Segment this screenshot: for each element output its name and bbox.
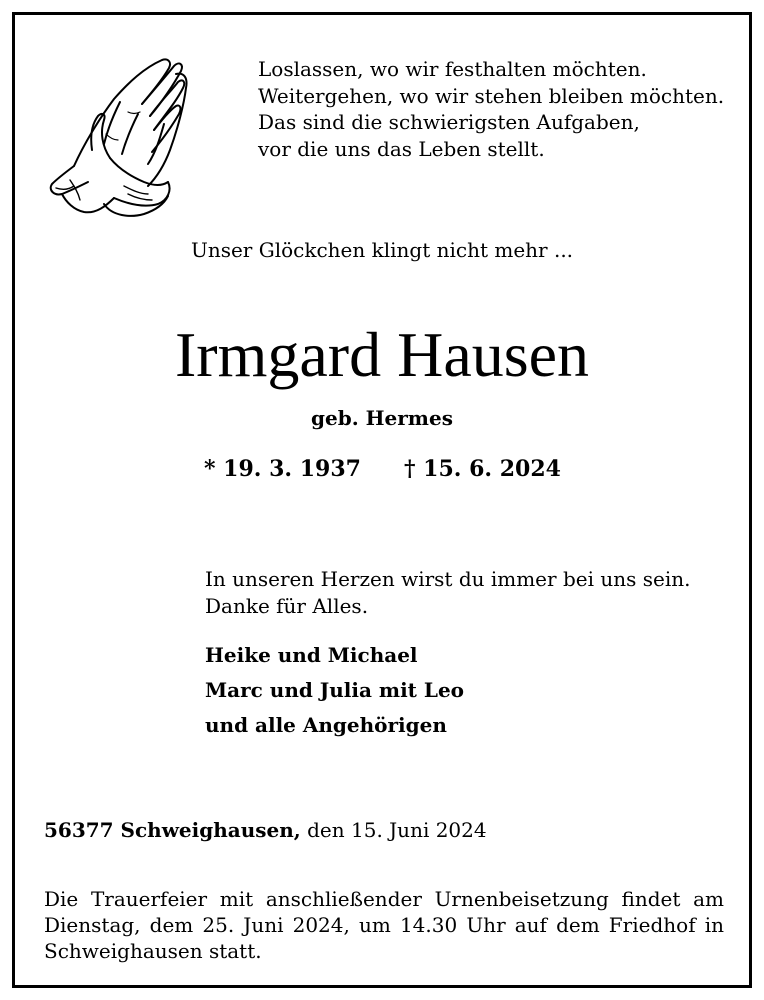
message-line: Danke für Alles. [205, 594, 369, 618]
birth-name: geb. Hermes [311, 406, 453, 430]
place-and-date [44, 818, 487, 842]
deceased-name: Irmgard Hausen [174, 319, 590, 390]
mourner-entry: Heike und Michael [205, 643, 418, 667]
praying-hands-icon [44, 54, 194, 219]
funeral-notice: Die Trauerfeier mit anschließender Urnenbeisetzung findet am Dienstag, dem 25. Juni 2024, um 14.30 Uhr auf dem Friedhof in Schweighausen statt. [44, 887, 724, 963]
mourners-list [205, 638, 464, 743]
death-date: † 15. 6. 2024 [404, 456, 561, 482]
place-location: 56377 Schweighausen, [44, 818, 301, 842]
birth-date: * 19. 3. 1937 [204, 456, 361, 482]
poem-line: Weitergehen, wo wir stehen bleiben möchten. [258, 83, 725, 108]
life-dates [204, 456, 561, 482]
poem-line: Loslassen, wo wir festhalten möchten. [258, 57, 647, 81]
intro-line: Unser Glöckchen klingt nicht mehr ... [190, 238, 574, 262]
farewell-message [205, 566, 690, 620]
message-line: In unseren Herzen wirst du immer bei uns sein. [205, 567, 691, 591]
mourner-entry: Marc und Julia mit Leo [205, 678, 465, 702]
poem-line: Das sind die schwierigsten Aufgaben, [258, 110, 640, 134]
poem-line: vor die uns das Leben stellt. [258, 136, 545, 161]
mourner-entry: und alle Angehörigen [205, 713, 447, 737]
place-date: den 15. Juni 2024 [307, 818, 487, 842]
poem [258, 56, 724, 162]
